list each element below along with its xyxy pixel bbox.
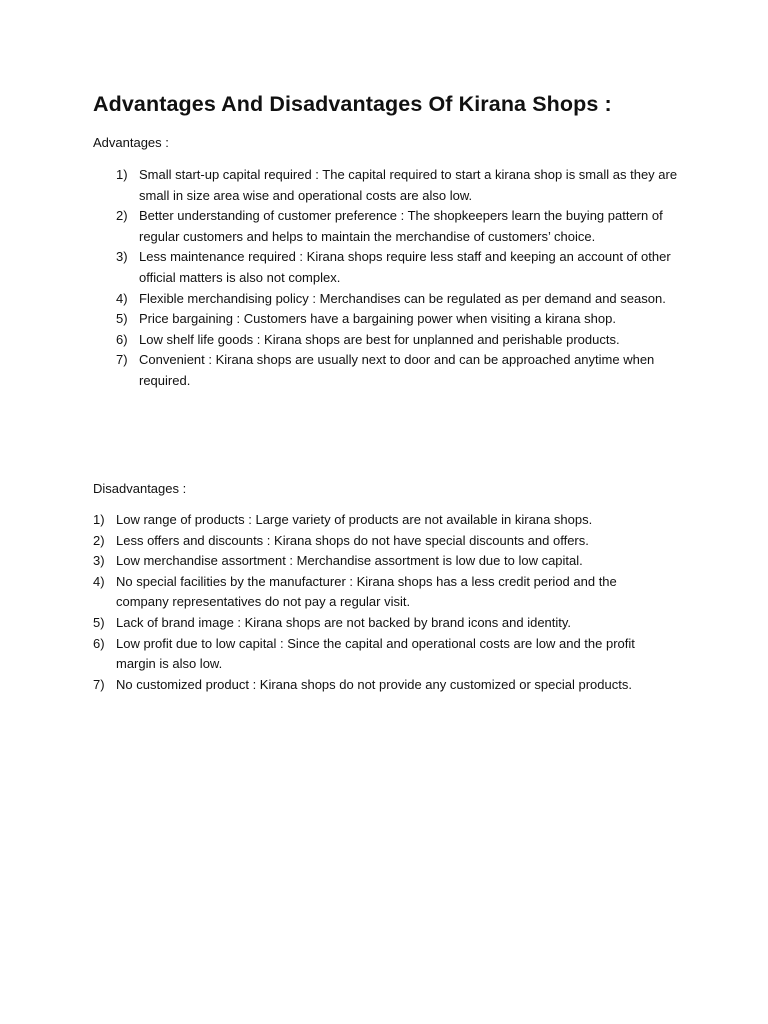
list-item-number: 5) [93, 614, 105, 630]
list-item-number: 4) [116, 290, 128, 306]
list-item-number: 7) [116, 352, 128, 368]
list-item-number: 3) [116, 249, 128, 265]
list-item-text: Flexible merchandising policy : Merchandises can be regulated as per demand and season. [139, 290, 666, 306]
list-item-text: Price bargaining : Customers have a bargaining power when visiting a kirana shop. [139, 311, 616, 327]
advantages-heading: Advantages : [93, 135, 169, 150]
list-item-number: 6) [93, 635, 105, 651]
list-item-number: 1) [116, 167, 128, 182]
list-item [93, 551, 663, 572]
list-item-number: 5) [116, 311, 128, 327]
list-item [93, 510, 663, 531]
list-item [116, 247, 678, 288]
list-item [93, 531, 663, 552]
list-item-text: Low shelf life goods : Kirana shops are best for unplanned and perishable products. [139, 331, 620, 347]
page-title: Advantages And Disadvantages Of Kirana Shops : [93, 92, 612, 116]
list-item [93, 675, 663, 696]
list-item-text: No special facilities by the manufacturer : Kirana shops has a less credit period and the company representatives do not pay a regular visit. [116, 573, 617, 610]
list-item-text: Low profit due to low capital : Since the capital and operational costs are low and the profit margin is also low. [116, 635, 635, 672]
list-item-text: No customized product : Kirana shops do not provide any customized or special products. [116, 676, 632, 692]
list-item-number: 6) [116, 331, 128, 347]
list-item-text: Better understanding of customer preference : The shopkeepers learn the buying pattern of regular customers and helps to maintain the merchandise of customers’ choice. [139, 208, 663, 244]
list-item [93, 613, 663, 634]
list-item-number: 7) [93, 676, 105, 692]
list-item [93, 572, 663, 613]
disadvantages-list [93, 510, 663, 695]
list-item [116, 350, 678, 391]
list-item-number: 1) [93, 512, 105, 527]
list-item-text: Lack of brand image : Kirana shops are not backed by brand icons and identity. [116, 614, 572, 630]
list-item [116, 206, 678, 247]
list-item [116, 289, 678, 310]
list-item-number: 4) [93, 573, 105, 589]
list-item [116, 330, 678, 351]
list-item-number: 3) [93, 553, 105, 569]
list-item-number: 2) [93, 532, 105, 548]
list-item-text: Small start-up capital required : The capital required to start a kirana shop is small as they are small in size area wise and operational costs are also low. [139, 167, 678, 203]
list-item-text: Less maintenance required : Kirana shops require less staff and keeping an account of other official matters is also not complex. [139, 249, 671, 285]
disadvantages-heading: Disadvantages : [93, 481, 187, 496]
list-item-text: Convenient : Kirana shops are usually next to door and can be approached anytime when required. [139, 352, 655, 388]
list-item [116, 165, 678, 206]
list-item-text: Low range of products : Large variety of products are not available in kirana shops. [116, 512, 593, 527]
list-item [116, 309, 678, 330]
list-item-number: 2) [116, 208, 128, 224]
advantages-list [116, 165, 678, 392]
list-item-text: Less offers and discounts : Kirana shops do not have special discounts and offers. [116, 532, 589, 548]
list-item [93, 634, 663, 675]
list-item-text: Low merchandise assortment : Merchandise assortment is low due to low capital. [116, 553, 583, 569]
